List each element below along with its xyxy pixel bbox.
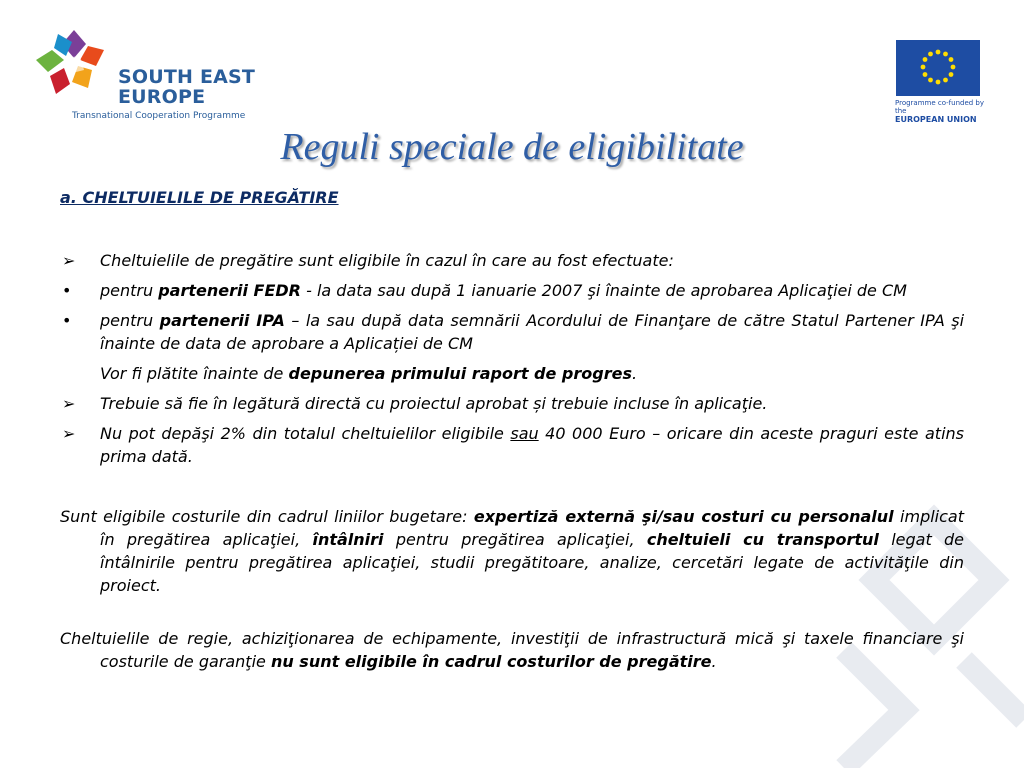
item-text: .: [631, 364, 638, 383]
item-text: Cheltuielile de pregătire sunt eligibile în cazul în care au fost efectuate:: [100, 251, 674, 270]
list-item-note: [60, 362, 964, 385]
item-underlined-text: sau: [510, 424, 539, 443]
item-text: Trebuie să fie în legătură directă cu proiectul aprobat și trebuie incluse în aplicaţie.: [100, 394, 768, 413]
logo-line-2: EUROPE: [118, 86, 206, 108]
list-item: [60, 309, 964, 355]
para-text: Sunt eligibile costurile din cadrul liniilor bugetare:: [60, 507, 474, 526]
para-text: pentru pregătirea aplicaţiei,: [383, 530, 647, 549]
para-text: implicat în pregătirea aplicaţiei,: [100, 507, 964, 549]
para-bold-text: cheltuieli cu transportul: [646, 530, 879, 549]
list-item: [60, 422, 964, 468]
arrow-bullet-icon: ➢: [62, 251, 76, 270]
arrow-bullet-icon: ➢: [62, 394, 76, 413]
item-text: Vor fi plătite înainte de: [100, 364, 289, 383]
section-heading: a. CHELTUIELILE DE PREGĂTIRE: [60, 188, 339, 207]
item-text: Nu pot depăşi 2% din totalul cheltuielilor eligibile: [100, 424, 511, 443]
eu-logo: [895, 40, 991, 124]
para-text: .: [711, 652, 717, 671]
flower-logo-icon: [34, 30, 118, 100]
list-item: [60, 249, 964, 272]
dot-bullet-icon: •: [62, 281, 72, 300]
item-bold-text: depunerea primului raport de progres: [288, 364, 632, 383]
paragraph-eligible-costs: [60, 505, 964, 597]
item-text: - la data sau după 1 ianuarie 2007 şi înainte de aprobarea Aplicaţiei de CM: [301, 281, 907, 300]
item-text: 40 000 Euro – oricare din aceste praguri este atins prima dată.: [100, 424, 964, 466]
eu-cofunded-text: Programme co-funded by the: [895, 99, 985, 115]
para-bold-text: nu sunt eligibile în cadrul costurilor de pregătire: [270, 652, 712, 671]
eu-flag-icon: [896, 40, 980, 96]
item-text: pentru: [100, 281, 159, 300]
item-bold-text: partenerii IPA: [159, 311, 285, 330]
eu-union-text: EUROPEAN UNION: [895, 115, 977, 124]
item-text: – la sau după data semnării Acordului de Finanţare de către Statul Partener IPA şi înainte de data de aprobare a Aplicației de CM: [100, 311, 965, 353]
slide-content: [60, 186, 964, 673]
item-text: pentru: [100, 311, 160, 330]
dot-bullet-icon: •: [62, 311, 72, 330]
para-bold-text: întâlniri: [312, 530, 384, 549]
para-bold-text: expertiză externă şi/sau costuri cu personalul: [473, 507, 894, 526]
logo-line-1: SOUTH EAST: [118, 66, 256, 88]
arrow-bullet-icon: ➢: [62, 424, 76, 443]
item-bold-text: partenerii FEDR: [158, 281, 301, 300]
programme-logo: [34, 30, 274, 122]
logo-line-3: Transnational Cooperation Programme: [72, 111, 246, 121]
para-text: legat de întâlnirile pentru pregătirea aplicaţiei, studii pregătitoare, analize, cercetări legate de activităţile din proiect.: [100, 530, 964, 595]
slide-title: Reguli speciale de eligibilitate: [280, 126, 744, 168]
paragraph-ineligible-costs: [60, 627, 964, 673]
list-item: [60, 392, 964, 415]
para-text: Cheltuielile de regie, achiziţionarea de echipamente, investiţii de infrastructură mică şi taxele financiare şi costurile de garanţie: [60, 629, 964, 671]
list-item: [60, 279, 964, 302]
